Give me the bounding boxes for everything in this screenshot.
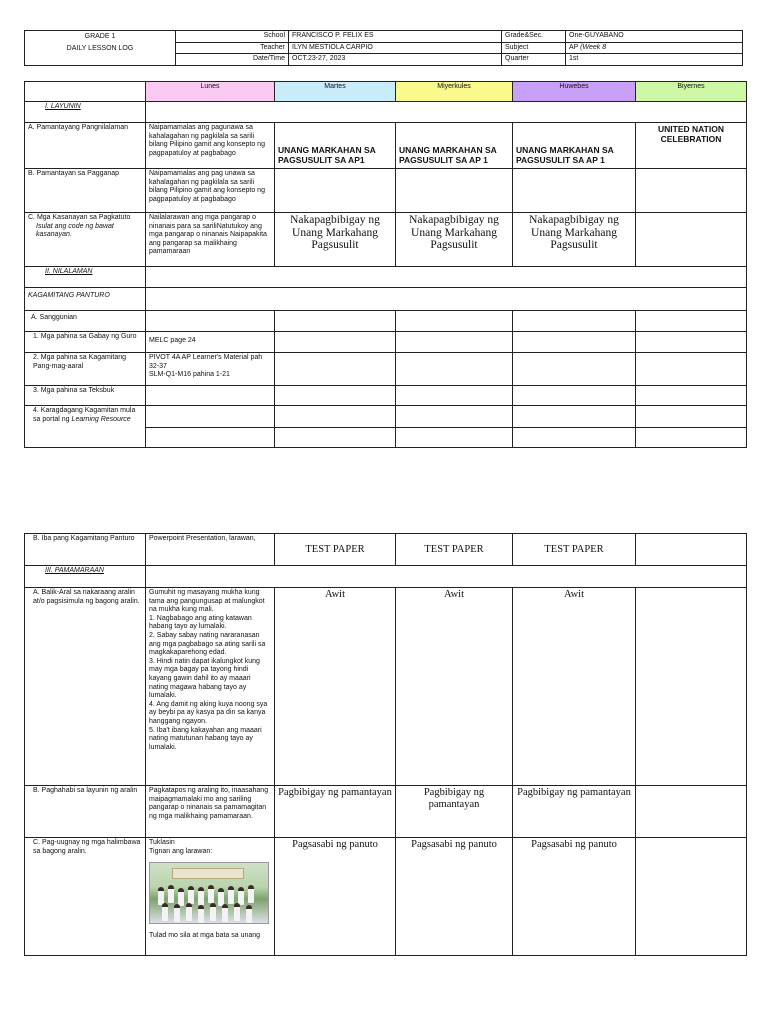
pagganap-label: B. Pamantayan sa Pagganap — [25, 169, 146, 213]
pamantayang-lunes: Naipamamalas ang pagunawa sa kahalagahan ng pagkilala sa sarili bilang Pilipino gamit ang konsepto ng pagpapatuloy at pagbabago — [146, 123, 275, 169]
nak-biyernes — [636, 213, 747, 267]
kagamitang-huwebes — [513, 353, 636, 386]
sanggunian-miyerkules — [396, 311, 513, 332]
log-title: DAILY LESSON LOG — [66, 44, 134, 52]
karagdagan-martes — [275, 406, 396, 428]
photo-child — [246, 905, 252, 923]
teacher-value: ILYN MESTIOLA CARPIO — [289, 42, 502, 54]
test-martes: TEST PAPER — [275, 534, 396, 566]
grade-label: GRADE 1 — [84, 33, 116, 40]
layunin-heading — [25, 102, 146, 123]
karagdagan2-lunes — [146, 428, 275, 448]
ua-miyerkules: UNANG MARKAHAN SA PAGSUSULIT SA AP 1 — [396, 123, 513, 169]
panuto-biyernes — [636, 838, 747, 956]
karagdagan2-martes — [275, 428, 396, 448]
pamamaraan-heading — [25, 566, 146, 588]
kagamitang-lunes: PIVOT 4A AP Learner's Material pah 32-37 — [149, 354, 263, 370]
test-biyernes — [636, 534, 747, 566]
kasanayan-lunes: Nailalarawan ang mga pangarap o ninanais para sa sariliNatutukoy ang mga pangarap o ninanais Naipapakita ang pangarap sa malikhaing pamamaraan — [146, 213, 275, 267]
balik-aral-item: 3. Hindi natin dapat ikalungkot kung may mga bagay pa tayong hindi kayang gawin dahil ito ay maaari nating magawa habang tayo ay lumalaki. — [149, 657, 260, 700]
kagamitang-lunes-2: SLM-Q1-M16 pahina 1-21 — [149, 371, 230, 379]
balik-aral-item: 1. Nagbabago ang ating katawan habang tayo ay lumalaki. — [149, 614, 252, 631]
gabay-biyernes — [636, 332, 747, 353]
tulad-text: Tulad mo sila at mga bata sa unang — [149, 932, 261, 940]
kagamitang-biyernes — [636, 353, 747, 386]
iba-lunes: Powerpoint Presentation, larawan, — [146, 534, 275, 566]
subject-value: AP — [569, 43, 579, 51]
teksbuk-label: 3. Mga pahina sa Teksbuk — [25, 386, 146, 406]
pagbibigay-miyerkules: Pagbibigay ng pamantayan — [396, 786, 513, 838]
gabay-lunes: MELC page 24 — [146, 332, 275, 353]
karagdagan-lunes — [146, 406, 275, 428]
quarter-value: 1st — [566, 54, 743, 66]
photo-child — [162, 903, 168, 921]
lesson-table-1 — [24, 81, 747, 448]
tignan-text: Tignan ang larawan: — [149, 847, 213, 855]
layunin-span — [146, 102, 747, 123]
nilalaman-text: II. NILALAMAN — [45, 268, 93, 275]
pagbibigay-huwebes: Pagbibigay ng pamantayan — [513, 786, 636, 838]
photo-child — [228, 886, 234, 904]
karagdagan-label-cell — [25, 406, 146, 448]
photo-child — [222, 904, 228, 922]
panuto-huwebes: Pagsasabi ng panuto — [513, 838, 636, 956]
balik-aral-item: 2. Sabay sabay nating nararanasan ang mga pagbabago sa ating sarili sa magkakaparehong edad. — [149, 631, 266, 657]
kagamitan-heading: KAGAMITANG PANTURO — [25, 288, 146, 311]
pagganap-biyernes — [636, 169, 747, 213]
pagganap-miyerkules — [396, 169, 513, 213]
teksbuk-martes — [275, 386, 396, 406]
day-martes: Martes — [275, 82, 396, 102]
day-header-row — [25, 82, 747, 102]
photo-child — [248, 885, 254, 903]
karagdagan-label: 4. Karagdagang Kagamitan mula sa portal ng — [33, 407, 136, 423]
day-biyernes: Biyernes — [636, 82, 747, 102]
photo-child — [188, 886, 194, 904]
balik-aral-intro: Gumuhit ng masayang mukha kung tama ang pangungusap at malungkot na mukha kung mali. — [149, 589, 265, 614]
nak-huwebes: Nakapagbibigay ng Unang Markahang Pagsusulit — [513, 213, 636, 267]
pag-uugnay-lunes — [146, 838, 275, 956]
kasanayan-label-cell — [25, 213, 146, 267]
sanggunian-lunes — [146, 311, 275, 332]
karagdagan-ital: Learning Resource — [71, 415, 131, 423]
panuto-martes: Pagsasabi ng panuto — [275, 838, 396, 956]
gradesec-value: One-GUYABANO — [566, 31, 743, 43]
pagganap-martes — [275, 169, 396, 213]
layunin-text: I. LAYUNIN — [45, 103, 81, 110]
pagbibigay-martes: Pagbibigay ng pamantayan — [275, 786, 396, 838]
subject-label: Subject — [502, 42, 566, 54]
subject-value-cell — [566, 42, 743, 54]
nilalaman-heading — [25, 267, 146, 288]
teksbuk-miyerkules — [396, 386, 513, 406]
pamamaraan-span — [146, 566, 747, 588]
awit-martes: Awit — [275, 588, 396, 786]
kagamitang-martes — [275, 353, 396, 386]
pagganap-huwebes — [513, 169, 636, 213]
sanggunian-biyernes — [636, 311, 747, 332]
sanggunian-huwebes — [513, 311, 636, 332]
quarter-label: Quarter — [502, 54, 566, 66]
nilalaman-span — [146, 267, 747, 288]
day-lunes: Lunes — [146, 82, 275, 102]
gabay-martes — [275, 332, 396, 353]
photo-child — [208, 885, 214, 903]
header-title-cell — [25, 31, 176, 66]
balik-aral-lunes — [146, 588, 275, 786]
gradesec-label: Grade&Sec. — [502, 31, 566, 43]
class-photo — [149, 862, 269, 924]
pamantayang-label: A. Pamantayang Pangnilalaman — [25, 123, 146, 169]
pagbibigay-biyernes — [636, 786, 747, 838]
kagamitan-span — [146, 288, 747, 311]
pamamaraan-text: III. PAMAMARAAN — [45, 567, 104, 574]
teksbuk-lunes — [146, 386, 275, 406]
ua-martes: UNANG MARKAHAN SA PAGSUSULIT SA AP1 — [275, 123, 396, 169]
balik-aral-item: 5. Iba't ibang kakayahan ang maaari nating matutunan habang tayo ay lumalaki. — [149, 726, 262, 751]
karagdagan2-huwebes — [513, 428, 636, 448]
test-huwebes: TEST PAPER — [513, 534, 636, 566]
karagdagan-biyernes — [636, 406, 747, 428]
nak-miyerkules: Nakapagbibigay ng Unang Markahang Pagsusulit — [396, 213, 513, 267]
gabay-miyerkules — [396, 332, 513, 353]
photo-child — [238, 887, 244, 905]
sanggunian-martes — [275, 311, 396, 332]
subject-week: (Week 8 — [580, 43, 607, 51]
nak-martes: Nakapagbibigay ng Unang Markahang Pagsusulit — [275, 213, 396, 267]
awit-biyernes — [636, 588, 747, 786]
karagdagan-miyerkules — [396, 406, 513, 428]
test-miyerkules: TEST PAPER — [396, 534, 513, 566]
karagdagan2-miyerkules — [396, 428, 513, 448]
balik-aral-item: 4. Ang damit ng aking kuya noong sya ay beybi pa ay kasya pa din sa kanya hanggang ngayon. — [149, 700, 268, 725]
balik-aral-label: A. Balik-Aral sa nakaraang aralin at/o pagsisimula ng bagong aralin. — [25, 588, 146, 786]
karagdagan-huwebes — [513, 406, 636, 428]
gabay-huwebes — [513, 332, 636, 353]
photo-child — [198, 905, 204, 923]
photo-child — [198, 887, 204, 905]
photo-child — [174, 904, 180, 922]
un-biyernes: UNITED NATION CELEBRATION — [636, 123, 747, 169]
date-label: Date/Time — [176, 54, 289, 66]
teacher-label: Teacher — [176, 42, 289, 54]
day-miyerkules: Miyerkules — [396, 82, 513, 102]
photo-banner — [172, 868, 244, 879]
kasanayan-label: C. Mga Kasanayan sa Pagkatuto — [28, 214, 131, 221]
paghahabi-lunes: Pagkatapos ng araling ito, inaasahang maipagmamalaki mo ang sariling pangarap o ninanais sa pamamagitan ng mga malikhaing pamamaraan. — [146, 786, 275, 838]
photo-child — [186, 903, 192, 921]
teksbuk-biyernes — [636, 386, 747, 406]
day-huwebes: Huwebes — [513, 82, 636, 102]
pagganap-lunes: Naipamamalas ang pag unawa sa kahalagahan ng pagkilala sa sarili bilang Pilipino gamit ang konsepto ng pagpapatuloy at pagbabago — [146, 169, 275, 213]
photo-child — [210, 903, 216, 921]
kagamitang-lunes-cell — [146, 353, 275, 386]
panuto-miyerkules: Pagsasabi ng panuto — [396, 838, 513, 956]
pag-uugnay-label: C. Pag-uugnay ng mga halimbawa sa bagong aralin. — [25, 838, 146, 956]
photo-child — [234, 903, 240, 921]
karagdagan2-biyernes — [636, 428, 747, 448]
date-value: OCT.23-27, 2023 — [289, 54, 502, 66]
paghahabi-label: B. Paghahabi sa layunin ng aralin — [25, 786, 146, 838]
kasanayan-sub: Isulat ang code ng bawat kasanayan. — [36, 222, 114, 239]
awit-huwebes: Awit — [513, 588, 636, 786]
tuklasin-text: Tuklasin — [149, 839, 175, 846]
teksbuk-huwebes — [513, 386, 636, 406]
sanggunian-text: A. Sanggunian — [31, 314, 77, 321]
iba-label: B. Iba pang Kagamitang Panturo — [25, 534, 146, 566]
kagamitang-miyerkules — [396, 353, 513, 386]
header-table — [24, 30, 743, 66]
school-label: School — [176, 31, 289, 43]
awit-miyerkules: Awit — [396, 588, 513, 786]
gabay-label: 1. Mga pahina sa Gabay ng Guro — [25, 332, 146, 353]
ua-huwebes: UNANG MARKAHAN SA PAGSUSULIT SA AP 1 — [513, 123, 636, 169]
lesson-table-2 — [24, 533, 747, 956]
school-value: FRANCISCO P. FELIX ES — [289, 31, 502, 43]
sanggunian-label — [25, 311, 146, 332]
photo-child — [178, 888, 184, 906]
photo-child — [168, 885, 174, 903]
corner-cell — [25, 82, 146, 102]
kagamitang-label: 2. Mga pahina sa Kagamitang Pang-mag-aaral — [25, 353, 146, 386]
